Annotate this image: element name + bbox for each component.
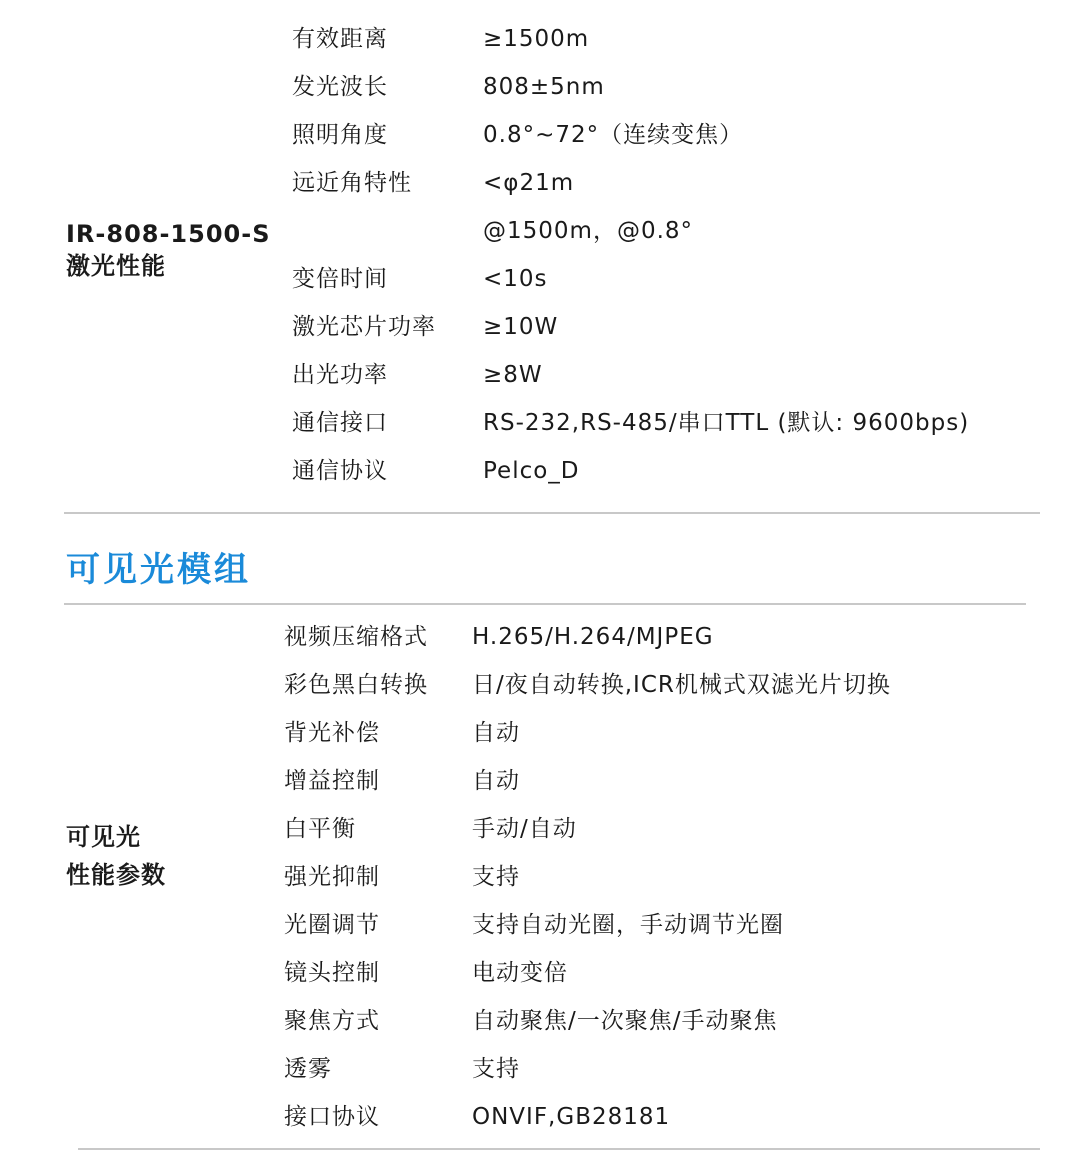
laser-group-title-line1: IR-808-1500-S — [66, 220, 271, 248]
visible-row-label: 强光抑制 — [284, 864, 380, 890]
visible-row-label: 聚焦方式 — [284, 1008, 380, 1034]
visible-row-value: H.265/H.264/MJPEG — [472, 624, 714, 650]
visible-row-label: 增益控制 — [284, 768, 380, 794]
section-title-divider — [64, 603, 1026, 605]
visible-row-label: 透雾 — [284, 1056, 332, 1082]
laser-row-value: ≥10W — [483, 314, 559, 340]
visible-row-value: ONVIF,GB28181 — [472, 1104, 671, 1130]
laser-row-label: 变倍时间 — [292, 266, 388, 292]
visible-row-value: 支持 — [472, 1056, 520, 1082]
visible-row-value: 支持 — [472, 864, 520, 890]
laser-row-label: 激光芯片功率 — [292, 314, 436, 340]
section-divider-bottom — [78, 1148, 1040, 1150]
laser-row-label: 出光功率 — [292, 362, 388, 388]
laser-row-value: <φ21m — [483, 170, 575, 196]
laser-row-value: Pelco_D — [483, 458, 580, 484]
laser-row-label: 通信接口 — [292, 410, 388, 436]
laser-row-value: RS-232,RS-485/串口TTL (默认: 9600bps) — [483, 410, 970, 436]
laser-group-title-line2: 激光性能 — [66, 252, 166, 280]
laser-row-value: ≥1500m — [483, 26, 590, 52]
laser-group-title — [66, 218, 270, 282]
section-divider-top — [64, 512, 1040, 514]
visible-row-label: 光圈调节 — [284, 912, 380, 938]
visible-row-label: 接口协议 — [284, 1104, 380, 1130]
visible-row-label: 白平衡 — [284, 816, 356, 842]
visible-row-value: 支持自动光圈，手动调节光圈 — [472, 912, 784, 938]
visible-row-value: 自动 — [472, 768, 520, 794]
visible-row-label: 背光补偿 — [284, 720, 380, 746]
laser-row-value: <10s — [483, 266, 548, 292]
visible-group-title-line1: 可见光 — [66, 823, 141, 851]
laser-row-label: 有效距离 — [292, 26, 388, 52]
visible-row-value: 自动聚焦/一次聚焦/手动聚焦 — [472, 1008, 778, 1034]
laser-row-value: 0.8°~72°（连续变焦） — [483, 122, 744, 148]
visible-group-title-line2: 性能参数 — [66, 861, 166, 889]
laser-row-value: ≥8W — [483, 362, 543, 388]
visible-row-label: 视频压缩格式 — [284, 624, 428, 650]
laser-row-label: 远近角特性 — [292, 170, 412, 196]
visible-row-label: 镜头控制 — [284, 960, 380, 986]
laser-row-label: 发光波长 — [292, 74, 388, 100]
laser-row-value: @1500m，@0.8° — [483, 218, 694, 244]
visible-row-value: 电动变倍 — [472, 960, 568, 986]
laser-row-value: 808±5nm — [483, 74, 605, 100]
visible-row-value: 自动 — [472, 720, 520, 746]
visible-row-value: 手动/自动 — [472, 816, 577, 842]
laser-row-label: 照明角度 — [292, 122, 388, 148]
section-title-visible-module: 可见光模组 — [66, 550, 251, 590]
laser-row-label: 通信协议 — [292, 458, 388, 484]
visible-group-title — [66, 818, 166, 894]
visible-row-value: 日/夜自动转换,ICR机械式双滤光片切换 — [472, 672, 891, 698]
visible-row-label: 彩色黑白转换 — [284, 672, 428, 698]
